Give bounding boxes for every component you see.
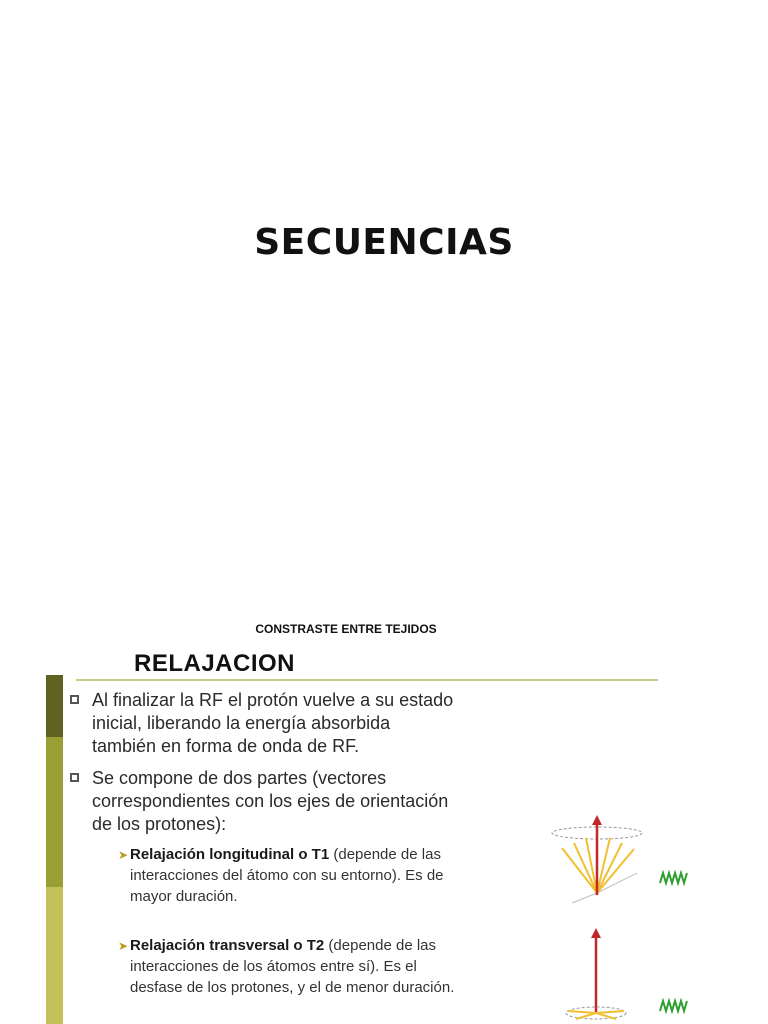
arrow-bullet-icon: ➤: [118, 848, 129, 862]
arrow-bullet-icon: ➤: [118, 939, 129, 953]
square-bullet-icon: [70, 695, 79, 704]
bullet-item: Se compone de dos partes (vectores correspondientes con los ejes de orientación de los protones):: [70, 767, 550, 836]
t1-relaxation-diagram: [542, 813, 702, 903]
slide-heading: RELAJACION: [134, 650, 296, 677]
arrowhead: [592, 815, 602, 825]
embedded-slide: [46, 645, 768, 1024]
heading-divider: [76, 679, 658, 681]
square-bullet-icon: [70, 773, 79, 782]
rf-wave-icon: [660, 1001, 687, 1011]
bullet-item: Al finalizar la RF el protón vuelve a su estado inicial, liberando la energía absorbida también en forma de onda de RF.: [70, 689, 550, 758]
axis-line: [572, 893, 597, 903]
arrowhead: [591, 928, 601, 938]
t2-relaxation-diagram: [556, 925, 706, 1024]
rf-wave-icon: [660, 873, 687, 883]
sidebar-band-dark: [46, 675, 63, 737]
sub-item-t2: ➤ Relajación transversal o T2 (depende de las interacciones de los átomos entre sí). Es el desfase de los protones, y el de menor duración.: [118, 937, 455, 996]
sidebar-band-light: [46, 887, 63, 1024]
page-title: SECUENCIAS: [254, 222, 514, 263]
sub-item-t1: ➤ Relajación longitudinal o T1 (depende de las interacciones del átomo con su entorno). Es de mayor duración.: [118, 846, 444, 905]
sidebar-band-mid: [46, 737, 63, 887]
slide-caption: CONSTRASTE ENTRE TEJIDOS: [255, 622, 437, 636]
